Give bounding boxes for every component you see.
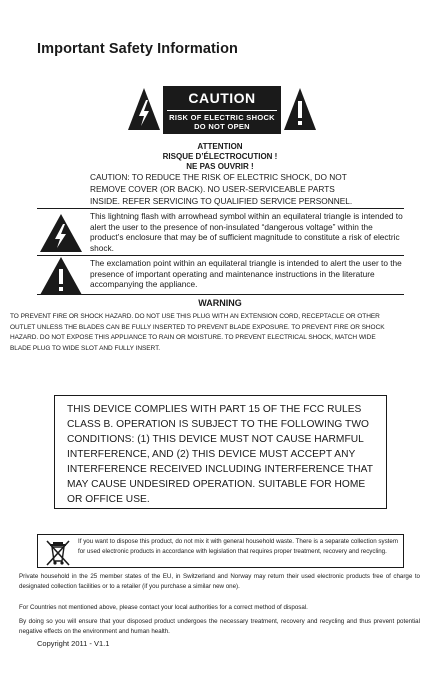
divider	[37, 255, 404, 256]
weee-eu-return-text: Private household in the 25 member states of the EU, in Switzerland and Norway may return their used electronic products free of charge to designated collection facilities or to a retailer (if you purchase a similar new one).	[19, 573, 420, 590]
caution-statement-line-3: INSIDE. REFER SERVICING TO QUALIFIED SERVICE PERSONNEL.	[90, 196, 353, 206]
attention-do-not-open: NE PAS OUVRIR !	[186, 162, 254, 171]
weee-notice-box	[37, 534, 404, 568]
weee-disposal-text: If you want to dispose this product, do not mix it with general household waste. There is a separate collection system for used electronic products in accordance with legislation that requires proper treatment, recovery and recycling.	[78, 538, 398, 555]
lightning-triangle-icon	[127, 86, 161, 132]
warning-text: TO PREVENT FIRE OR SHOCK HAZARD. DO NOT USE THIS PLUG WITH AN EXTENSION CORD, RECEPTACLE OR OTHER OUTLET UNLESS THE BLADES CAN BE FULLY INSERTED TO PREVENT BLADE EXPOSURE. TO PREVENT FIRE OR SHOCK HAZARD. DO NOT EXPOSE THIS APPLIANCE TO RAIN OR MOISTURE. TO PREVENT ELECTRICAL SHOCK, MATCH WIDE BLADE PLUG TO WIDE SLOT AND FULLY INSERT.	[10, 313, 385, 352]
caution-statement-line-1: CAUTION: TO REDUCE THE RISK OF ELECTRIC SHOCK, DO NOT	[90, 172, 347, 182]
exclamation-symbol-description: The exclamation point within an equilateral triangle is intended to alert the user to the presence of important operating and maintenance instructions in the literature accompanying the appliance.	[90, 258, 402, 289]
caution-line-2: DO NOT OPEN	[194, 122, 250, 131]
caution-label-box	[163, 86, 281, 134]
attention-heading: ATTENTION	[197, 142, 243, 151]
fcc-statement: THIS DEVICE COMPLIES WITH PART 15 OF THE FCC RULES CLASS B. OPERATION IS SUBJECT TO THE FOLLOWING TWO CONDITIONS: (1) THIS DEVICE MUST NOT CAUSE HARMFUL INTERFERENCE, AND (2) THIS DEVICE MUST ACCEPT ANY INTERFERENCE RECEIVED INCLUDING INTERFERENCE THAT MAY CAUSE UNDESIRED OPERATION. SUITABLE FOR HOME OR OFFICE USE.	[67, 404, 373, 505]
lightning-symbol-description: This lightning flash with arrowhead symbol within an equilateral triangle is intended to alert the user to the presence of non-insulated “dangerous voltage” within the product’s enclosure that may be of sufficient magnitude to constitute a risk of electric shock.	[90, 211, 403, 253]
page-title: Important Safety Information	[37, 41, 238, 57]
copyright: Copyright 2011 - V1.1	[37, 639, 110, 648]
caution-banner	[127, 86, 317, 138]
crossed-out-bin-icon	[44, 537, 72, 567]
exclamation-triangle-icon	[283, 86, 317, 132]
divider	[37, 294, 404, 295]
divider	[37, 208, 404, 209]
fcc-statement-box	[54, 395, 387, 509]
weee-other-countries-text: For Countries not mentioned above, please contact your local authorities for a correct method of disposal.	[19, 604, 308, 611]
attention-risk: RISQUE D’ÉLECTROCUTION !	[162, 152, 278, 161]
lightning-triangle-icon	[39, 213, 83, 253]
lightning-symbol-row	[37, 211, 404, 255]
warning-title: WARNING	[198, 298, 242, 308]
exclamation-triangle-icon	[39, 256, 83, 296]
weee-recycling-text: By doing so you will ensure that your disposed product undergoes the necessary treatment, recovery and recycling and thus prevent potential negative effects on the environment and human health.	[19, 618, 420, 635]
caution-line-1: RISK OF ELECTRIC SHOCK	[169, 113, 275, 122]
caution-title: CAUTION	[188, 90, 256, 106]
caution-statement	[90, 171, 360, 207]
exclamation-symbol-row	[37, 258, 404, 294]
caution-statement-line-2: REMOVE COVER (OR BACK). NO USER-SERVICEABLE PARTS	[90, 184, 335, 194]
